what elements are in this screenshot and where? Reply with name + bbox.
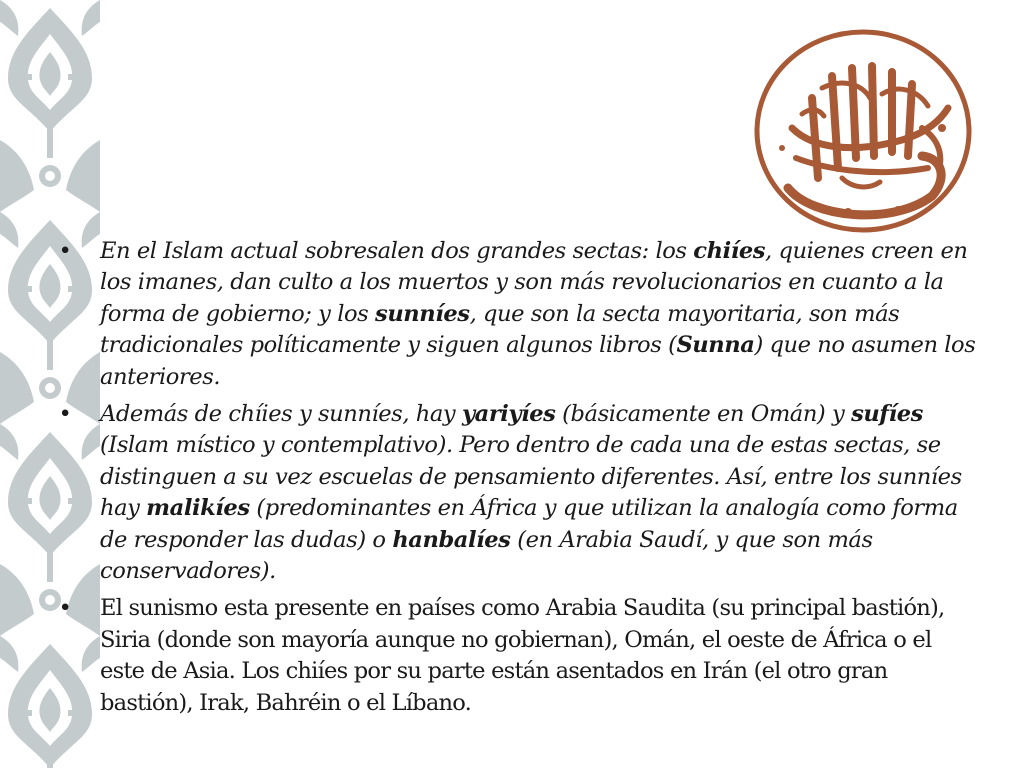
bullet-list [58, 236, 978, 725]
term-chiies: chiíes [693, 238, 766, 264]
bullet-marker: • [58, 595, 72, 622]
bullet-text: El sunismo esta presente en países como Arabia Saudita (su principal bastión), Siria (donde son mayoría aunque no gobiernan), Omán, el oeste de África o el este de Asia. Los chiíes por su parte están asentados en Irán (el otro gran bastión), Irak, Bahréin o el Líbano. [100, 595, 945, 716]
term-sunna: Sunna [676, 332, 755, 359]
bullet-item-geography [58, 593, 978, 719]
bullet-marker: • [58, 401, 72, 428]
bullet-marker: • [58, 238, 72, 264]
basmala-calligraphy-seal [752, 28, 974, 234]
term-sunnies: sunníes [375, 300, 470, 327]
bullet-item-sects [58, 236, 978, 393]
term-hanbalies: hanbalíes [392, 526, 511, 553]
bullet-item-schools [58, 399, 978, 587]
term-yariyies: yariyíes [461, 401, 556, 428]
term-malikies: malikíes [146, 495, 250, 522]
bullet-text: En el Islam actual sobresalen dos grandes sectas: los chiíes, quienes creen en los imanes, dan culto a los muertos y son más revolucionarios en cuanto a la forma de gobierno; y los sunníes, que son la secta mayoritaria, son más tradicionales políticamente y siguen algunos libros (Sunna) que no asumen los anteriores. [100, 238, 976, 390]
term-sufies: sufíes [851, 401, 923, 428]
bullet-text: Además de chíies y sunníes, hay yariyíes (básicamente en Omán) y sufíes (Islam místico y contemplativo). Pero dentro de cada una de estas sectas, se distinguen a su vez escuelas de pensamiento diferentes. Así, entre los sunníes hay malikíes (predominantes en África y que utilizan la analogía como forma de responder las dudas) o hanbalíes (en Arabia Saudí, y que son más conservadores). [100, 401, 962, 585]
